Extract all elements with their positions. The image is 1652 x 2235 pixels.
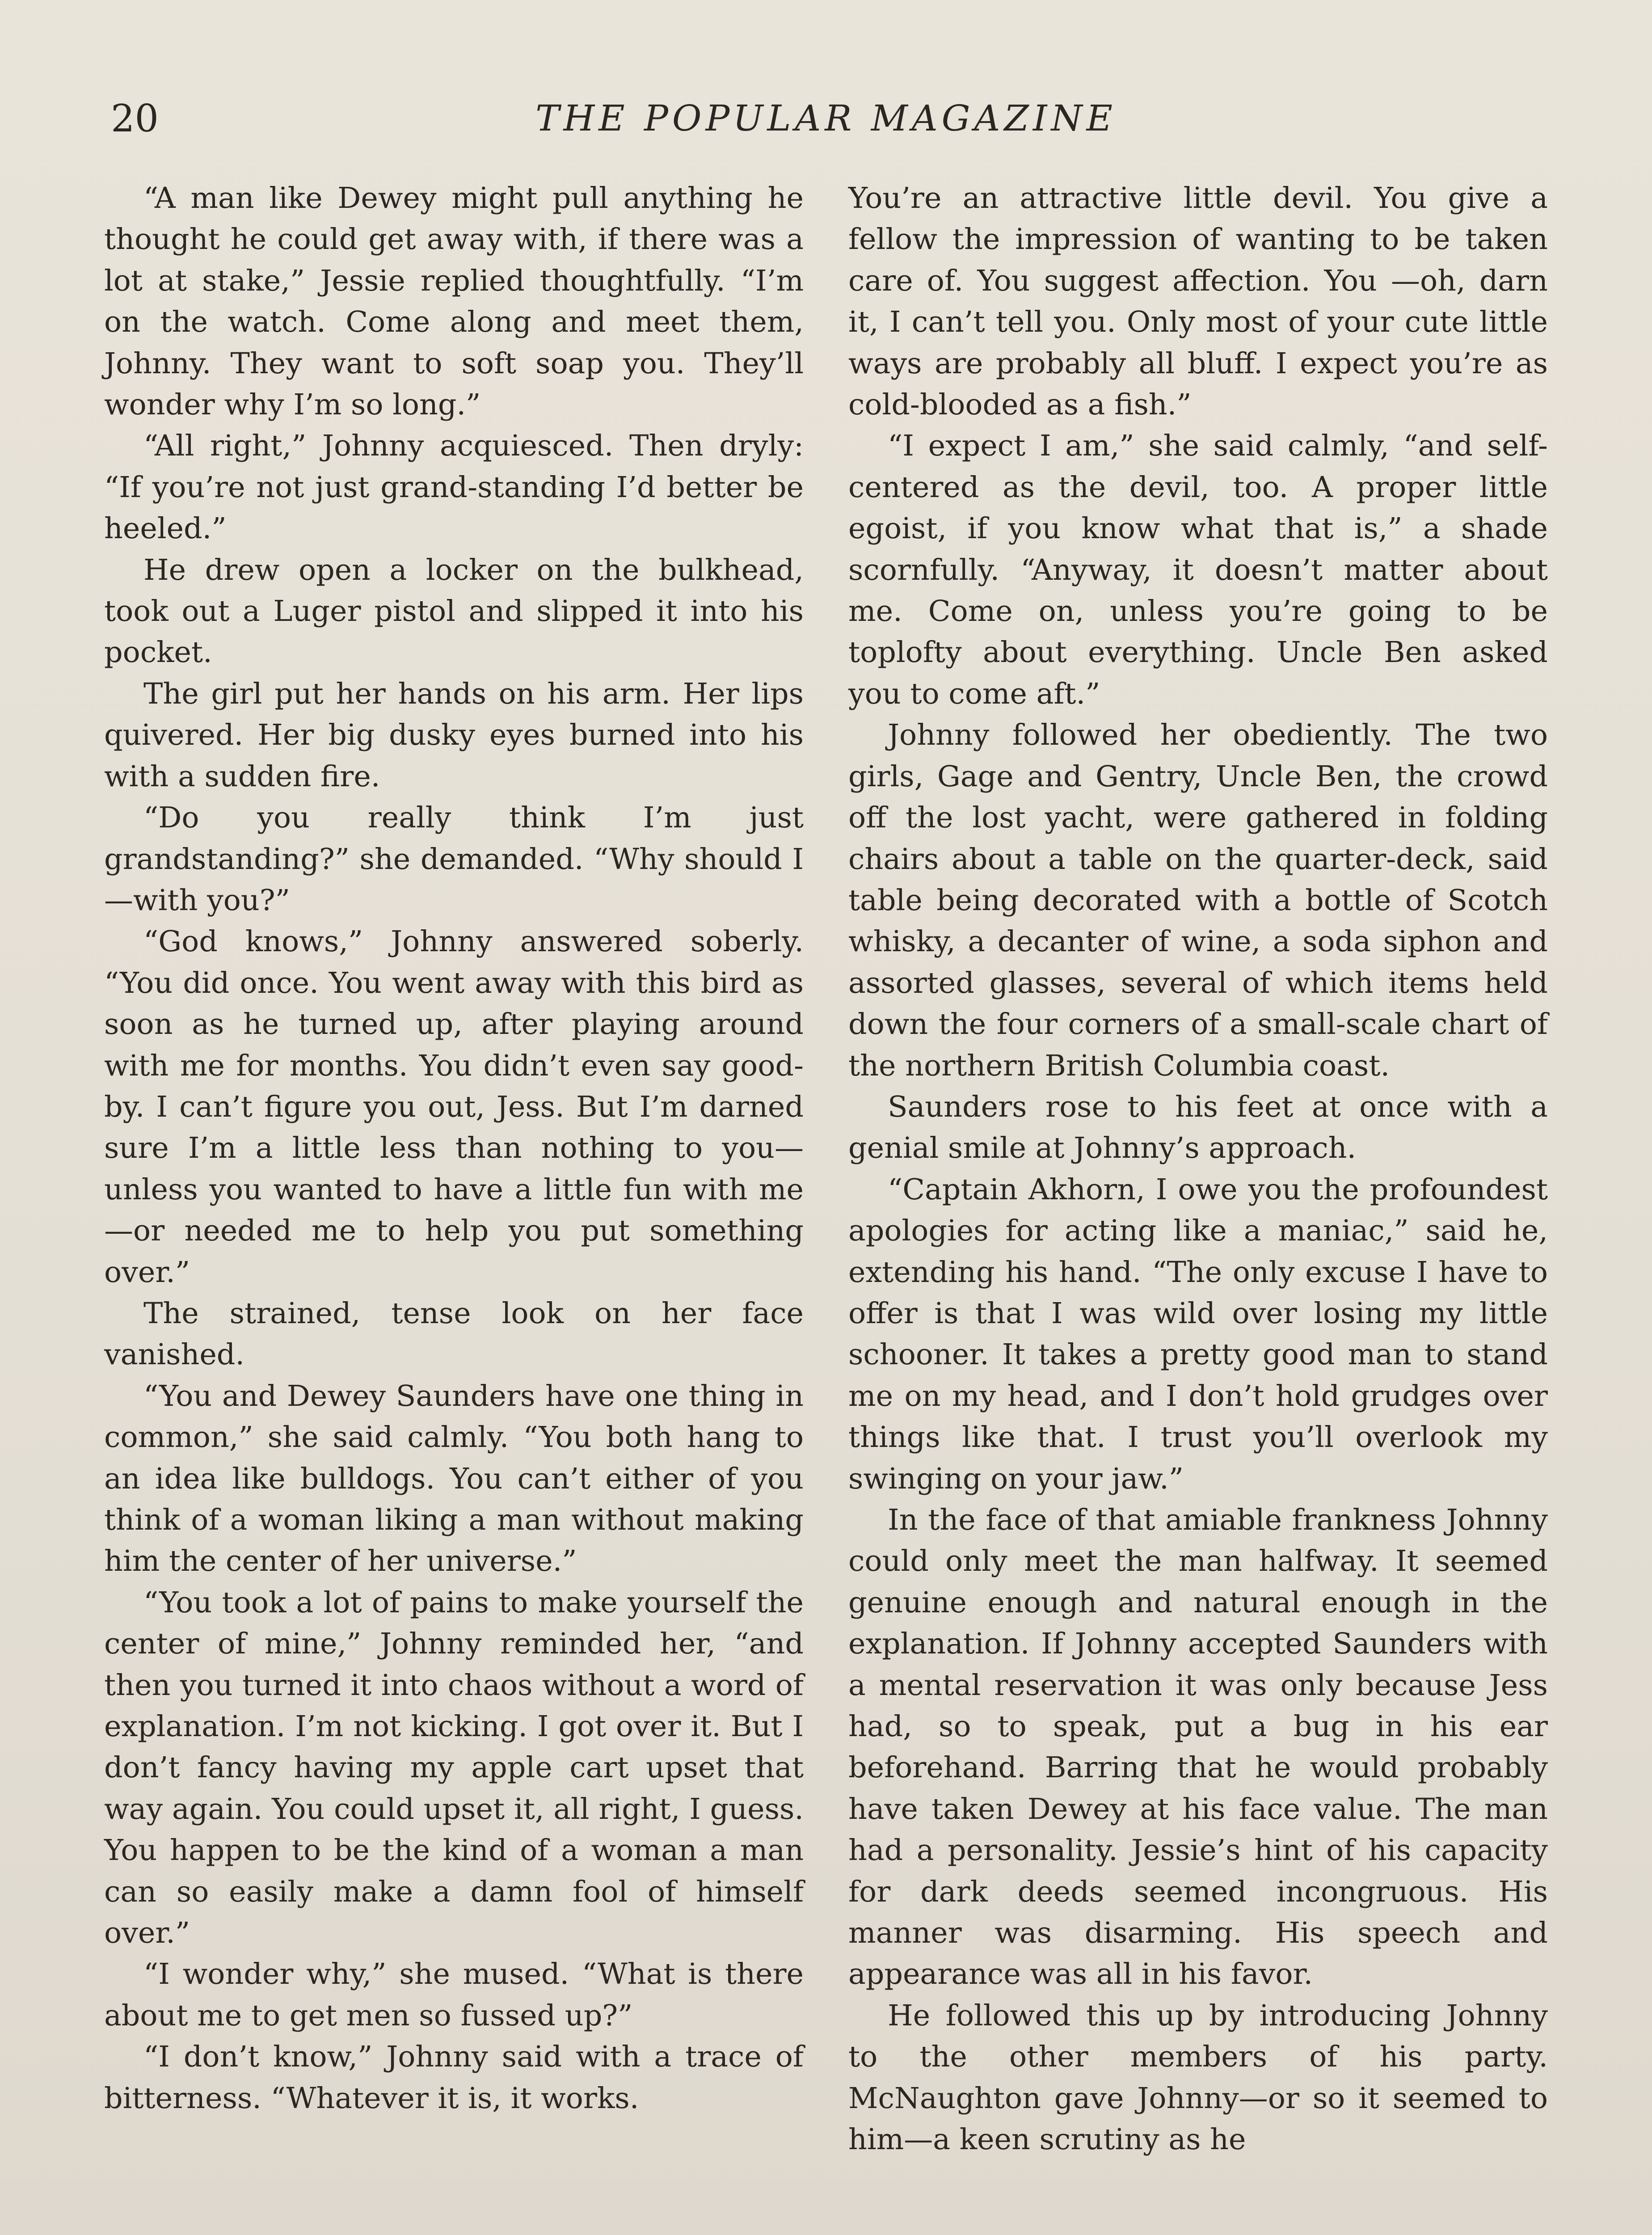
paragraph: “I wonder why,” she mused. “What is there about me to get men so fussed up?” bbox=[104, 1957, 804, 2033]
paragraph: “All right,” Johnny acquiesced. Then dryly: “If you’re not just grand-standing I’d better be heeled.” bbox=[104, 429, 804, 546]
paragraph: “I expect I am,” she said calmly, “and self-centered as the devil, too. A proper little egoist, if you know what that is,” a shade scornfully. “Anyway, it doesn’t matter about me. Come on, unless you’re going to be toplofty about everything. Uncle Ben asked you to come aft.” bbox=[848, 429, 1548, 711]
paragraph: Saunders rose to his feet at once with a genial smile at Johnny’s approach. bbox=[848, 1090, 1548, 1165]
page-header bbox=[0, 94, 1652, 143]
paragraph: In the face of that amiable frankness Johnny could only meet the man halfway. It seemed genuine enough and natural enough in the explanation. If Johnny accepted Saunders with a mental reservation it was only because Jess had, so to speak, put a bug in his ear beforehand. Barring that he would probably have taken Dewey at his face value. The man had a personality. Jessie’s hint of his capacity for dark deeds seemed incongruous. His manner was disarming. His speech and appearance was all in his favor. bbox=[848, 1503, 1548, 1991]
left-column bbox=[104, 178, 804, 2119]
paragraph: “Do you really think I’m just grandstanding?” she demanded. “Why should I —with you?” bbox=[104, 801, 804, 917]
paragraph: Johnny followed her obediently. The two girls, Gage and Gentry, Uncle Ben, the crowd off the lost yacht, were gathered in folding chairs about a table on the quarter-deck, said table being decorated with a bottle of Scotch whisky, a decanter of wine, a soda siphon and assorted glasses, several of which items held down the four corners of a small-scale chart of the northern British Columbia coast. bbox=[848, 718, 1548, 1083]
right-column bbox=[848, 178, 1548, 2161]
paragraph: He drew open a locker on the bulkhead, took out a Luger pistol and slipped it into his pocket. bbox=[104, 553, 804, 670]
paragraph: “God knows,” Johnny answered soberly. “You did once. You went away with this bird as soon as he turned up, after playing around with me for months. You didn’t even say good-by. I can’t figure you out, Jess. But I’m darned sure I’m a little less than nothing to you—unless you wanted to have a little fun with me—or needed me to help you put something over.” bbox=[104, 925, 804, 1289]
paragraph: He followed this up by introducing Johnny to the other members of his party. McNaughton gave Johnny—or so it seemed to him—a keen scrutiny as he bbox=[848, 1999, 1548, 2157]
paragraph: “You took a lot of pains to make yourself the center of mine,” Johnny reminded her, “and then you turned it into chaos without a word of explanation. I’m not kicking. I got over it. But I don’t fancy having my apple cart upset that way again. You could upset it, all right, I guess. You happen to be the kind of a woman a man can so easily make a damn fool of himself over.” bbox=[104, 1586, 804, 1950]
paragraph: The strained, tense look on her face vanished. bbox=[104, 1296, 804, 1372]
paragraph: The girl put her hands on his arm. Her lips quivered. Her big dusky eyes burned into his with a sudden fire. bbox=[104, 677, 804, 793]
paragraph: “A man like Dewey might pull anything he thought he could get away with, if there was a lot at stake,” Jessie replied thoughtfully. “I’m on the watch. Come along and meet them, Johnny. They want to soft soap you. They’ll wonder why I’m so long.” bbox=[104, 181, 804, 422]
paragraph-continuation: You’re an attractive little devil. You give a fellow the impression of wanting to be taken care of. You suggest affection. You —oh, darn it, I can’t tell you. Only most of your cute little ways are probably all bluff. I expect you’re as cold-blooded as a fish.” bbox=[848, 181, 1548, 422]
running-title: THE POPULAR MAGAZINE bbox=[535, 97, 1117, 139]
paragraph: “You and Dewey Saunders have one thing in common,” she said calmly. “You both hang to an idea like bulldogs. You can’t either of you think of a woman liking a man without making him the center of her universe.” bbox=[104, 1379, 804, 1578]
paragraph: “Captain Akhorn, I owe you the profoundest apologies for acting like a maniac,” said he, extending his hand. “The only excuse I have to offer is that I was wild over losing my little schooner. It takes a pretty good man to stand me on my head, and I don’t hold grudges over things like that. I trust you’ll overlook my swinging on your jaw.” bbox=[848, 1172, 1548, 1496]
paragraph: “I don’t know,” Johnny said with a trace of bitterness. “Whatever it is, it works. bbox=[104, 2040, 804, 2115]
page-number: 20 bbox=[111, 97, 159, 140]
